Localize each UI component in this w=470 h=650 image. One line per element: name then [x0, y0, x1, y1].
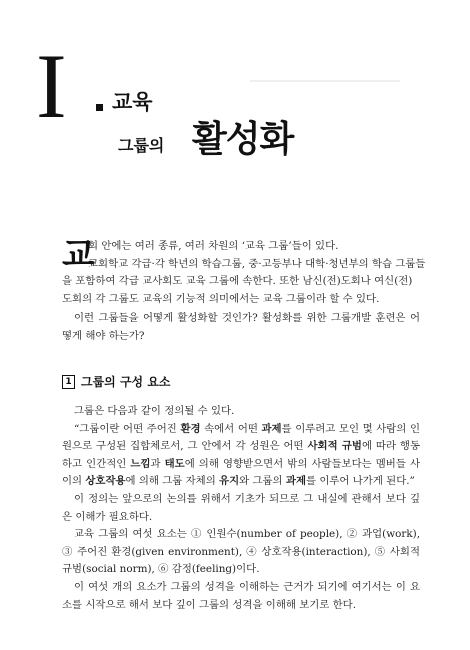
quote-keyword: 과제	[285, 475, 306, 488]
quote-text: “그룹이란 어떤 주어진	[74, 422, 181, 435]
quote-text: 속에서 어떤	[200, 422, 262, 435]
quote-text: 를 이루려고 모인 몇 사람의 인원으로 구성된 집합체로서, 그 안에서 각 성원은 어떤	[62, 422, 420, 453]
quote-keyword: 과제	[261, 422, 282, 435]
section-body	[62, 403, 420, 614]
quote-keyword: 태도	[164, 457, 185, 470]
quote-text: 와 그룹의	[239, 475, 286, 488]
decorative-rule	[250, 80, 400, 82]
quote-text: 과	[150, 457, 165, 470]
definition-note: 이 정의는 앞으로의 논의를 위해서 기초가 되므로 그 내실에 관해서 보다 깊은 이해가 필요하다.	[62, 492, 420, 523]
quote-text: 에 의해 영향받으면서 밖의 사람들보다는 멤버들 사이의	[62, 457, 420, 488]
definition-intro: 그룹은 다음과 같이 정의될 수 있다.	[74, 405, 235, 417]
quote-text: 에 따라 행동하고 인간적인	[62, 440, 420, 470]
intro-question	[62, 310, 420, 345]
quote-keyword: 사회적 규범	[307, 440, 362, 453]
quote-text: 를 이루어 나가게 된다.”	[305, 475, 415, 488]
section-heading	[62, 373, 171, 390]
quote-text: 에 의해 그룹 자체의	[125, 475, 220, 488]
quote-keyword: 느낌	[130, 457, 151, 470]
six-elements-paragraph: 교육 그룹의 여섯 요소는 ① 인원수(number of people), ② 과업(work), ③ 주어진 환경(given environment), ④ 상호작용(interaction), ⑤ 사회적 규범(social norm), ⑥ 감정(feeling)이다.	[62, 528, 420, 576]
intro-paragraph	[62, 235, 426, 308]
drop-cap: 교	[62, 235, 95, 275]
chapter-dot	[96, 104, 103, 111]
intro-line: 도회의 각 그룹도 교육의 기능적 의미에서는 교육 그룹이라 할 수 있다.	[62, 292, 380, 305]
quote-keyword: 환경	[180, 422, 201, 435]
intro-line: 교회학교 각급·각 학년의 학습그룹, 중·고등부나 대학·청년부의 학습 그룹들	[88, 257, 426, 270]
quote-keyword: 상호작용	[85, 475, 126, 488]
chapter-title-line2: 그룹의	[118, 136, 165, 155]
chapter-numeral: I	[36, 35, 65, 137]
chapter-title-line1: 교육	[112, 90, 153, 114]
chapter-title-line3: 활성화	[192, 119, 294, 160]
intro-line: 회 안에는 여러 종류, 여러 차원의 ‘교육 그룹’들이 있다.	[88, 240, 339, 252]
question-paragraph: 이런 그룹들을 어떻게 활성화할 것인가? 활성화를 위한 그룹개발 훈련은 어떻게 해야 하는가?	[62, 312, 420, 342]
closing-paragraph: 이 여섯 개의 요소가 그룹의 성격을 이해하는 근거가 되기에 여기서는 이 요소를 시작으로 해서 보다 깊이 그룹의 성격을 이해해 보기로 한다.	[62, 580, 420, 611]
intro-line: 을 포함하여 각급 교사회도 교육 그룹에 속한다. 또한 남신(전)도회나 여신(전)	[62, 275, 413, 288]
section-number-box: 1	[62, 375, 75, 389]
section-title: 그룹의 구성 요소	[81, 375, 171, 389]
quote-keyword: 유지	[219, 475, 240, 488]
definition-quote	[62, 421, 420, 491]
